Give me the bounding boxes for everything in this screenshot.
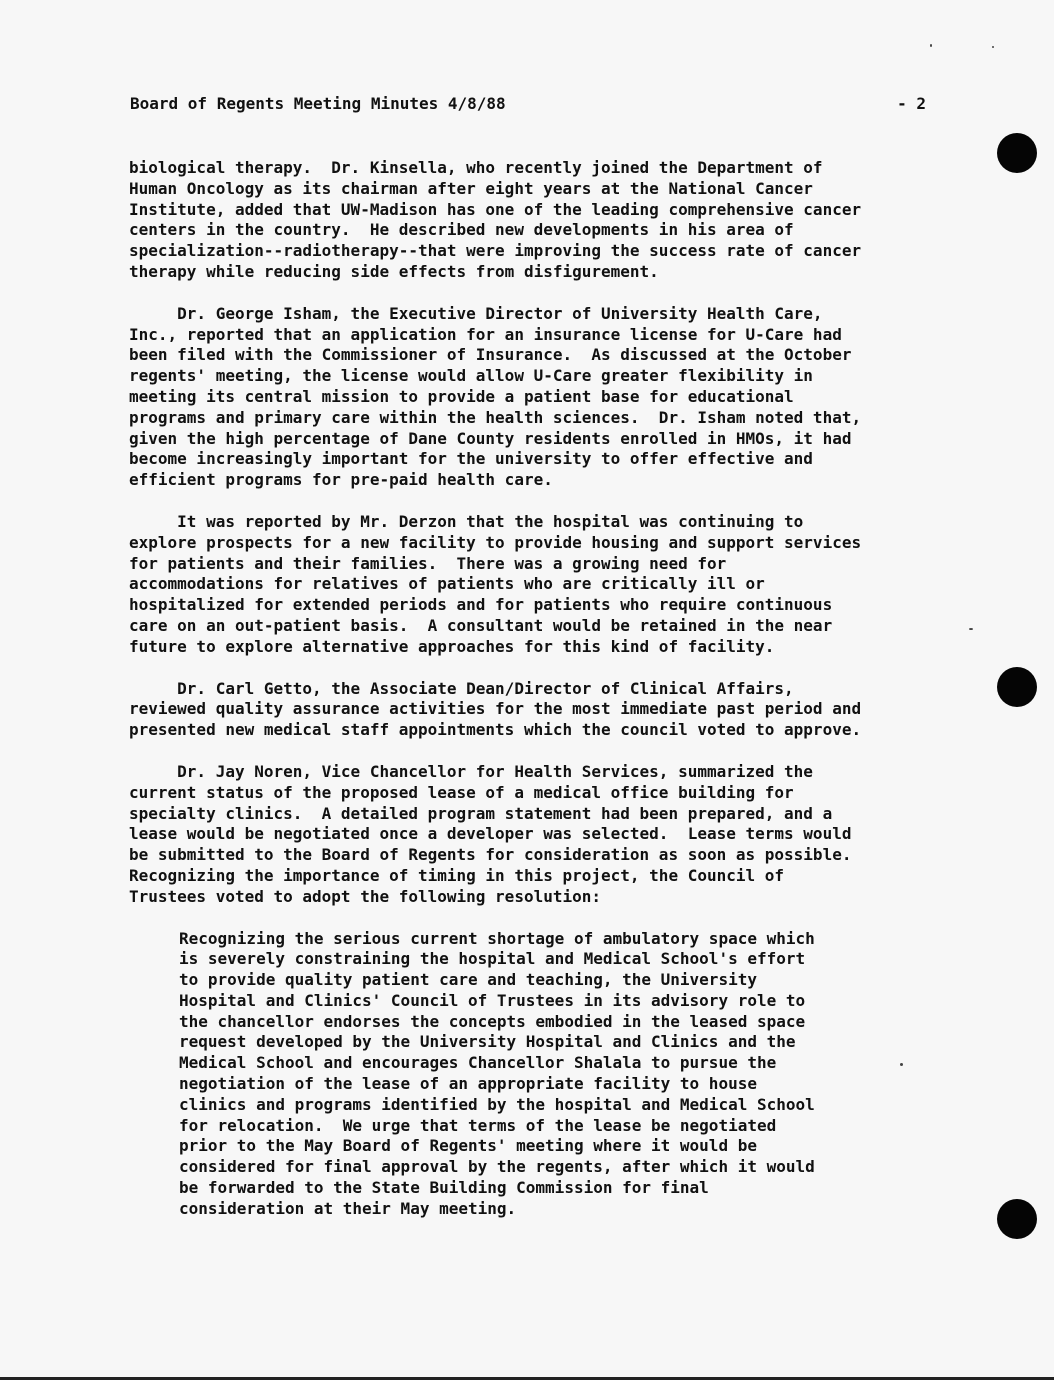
resolution-block: Recognizing the serious current shortage of ambulatory space which is severely constraining the hospital and Medical School's effort to provide quality patient care and teaching, the University Hospital and Clinics' Council of Trustees in its advisory role to the chancellor endorses the concepts embodied in the leased space request developed by the University Hospital and Clinics and the Medical School and encourages Chancellor Shalala to pursue the negotiation of the lease of an appropriate facility to house clinics and programs identified by the hospital and Medical School for relocation. We urge that terms of the lease be negotiated prior to the May Board of Regents' meeting where it would be considered for final approval by the regents, after which it would be forwarded to the State Building Commission for final consideration at their May meeting. <box>179 928 815 1218</box>
punch-hole-top <box>997 133 1037 173</box>
paragraph-u-care-license: Dr. George Isham, the Executive Director of University Health Care, Inc., reported that an application for an insurance license for U-Care had been filed with the Commissioner of Insurance. As discussed at the October regents' meeting, the license would allow U-Care greater flexibility in meeting its central mission to provide a patient base for educational programs and primary care within the health sciences. Dr. Isham noted that, given the high percentage of Dane County residents enrolled in HMOs, it had become increasingly important for the university to offer effective and efficient programs for pre-paid health care. <box>129 303 862 490</box>
page-header <box>130 94 926 113</box>
page-number: - 2 <box>897 94 926 113</box>
scan-speck <box>969 628 973 630</box>
scan-speck <box>992 46 994 48</box>
paragraph-quality-assurance: Dr. Carl Getto, the Associate Dean/Director of Clinical Affairs, reviewed quality assurance activities for the most immediate past period and presented new medical staff appointments which the council voted to approve. <box>129 678 862 740</box>
scan-speck <box>900 1063 903 1066</box>
document-body <box>129 158 929 1220</box>
document-title: Board of Regents Meeting Minutes 4/8/88 <box>130 94 506 113</box>
scan-speck <box>930 44 932 47</box>
punch-hole-middle <box>997 667 1037 707</box>
punch-hole-bottom <box>997 1199 1037 1239</box>
paragraph-medical-office-lease: Dr. Jay Noren, Vice Chancellor for Health Services, summarized the current status of the proposed lease of a medical office building for specialty clinics. A detailed program statement had been prepared, and a lease would be negotiated once a developer was selected. Lease terms would be submitted to the Board of Regents for consideration as soon as possible. Recognizing the importance of timing in this project, the Council of Trustees voted to adopt the following resolution: <box>129 761 852 906</box>
paragraph-housing-facility: It was reported by Mr. Derzon that the hospital was continuing to explore prospects for a new facility to provide housing and support services for patients and their families. There was a growing need for accommodations for relatives of patients who are critically ill or hospitalized for extended periods and for patients who require continuous care on an out-patient basis. A consultant would be retained in the near future to explore alternative approaches for this kind of facility. <box>129 511 862 656</box>
paragraph-biological-therapy: biological therapy. Dr. Kinsella, who recently joined the Department of Human Oncology as its chairman after eight years at the National Cancer Institute, added that UW-Madison has one of the leading comprehensive cancer centers in the country. He described new developments in his area of specialization--radiotherapy--that were improving the success rate of cancer therapy while reducing side effects from disfigurement. <box>129 158 862 281</box>
